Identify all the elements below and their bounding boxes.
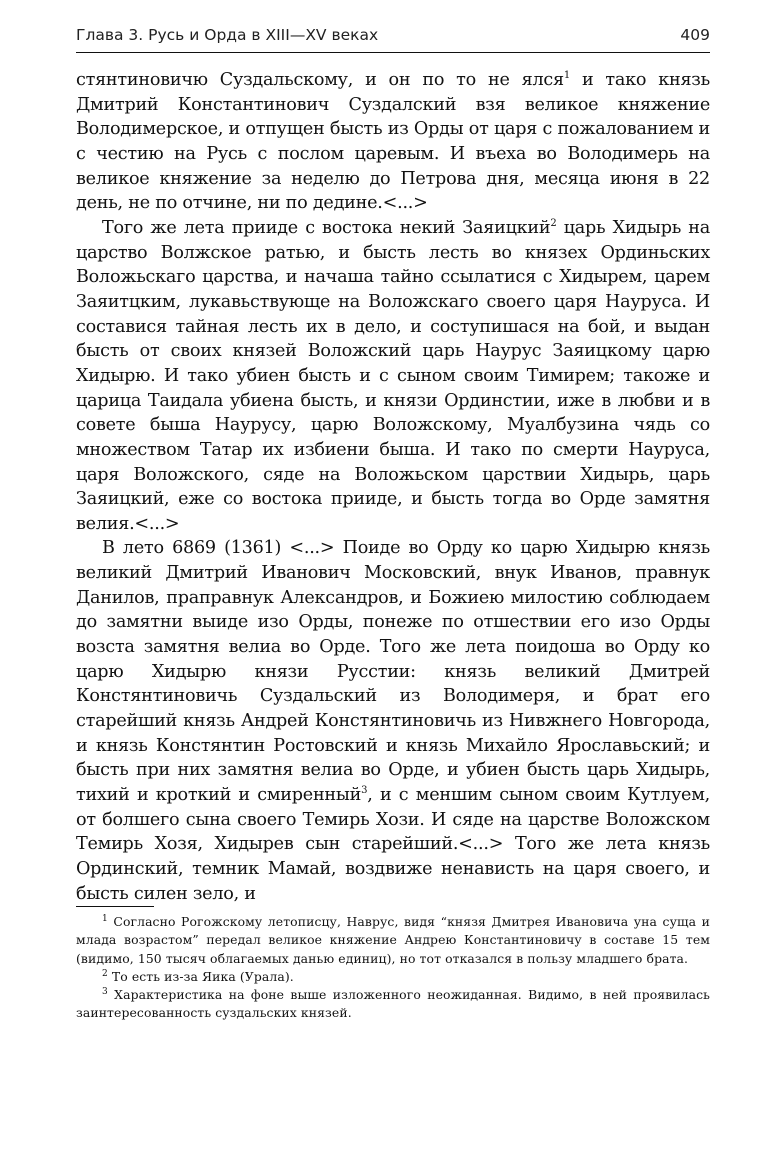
footnote-ref-3: 3 (361, 785, 368, 797)
paragraph-text: Того же лета прииде с востока некий Заяицкий (102, 217, 551, 238)
paragraph-2 (76, 216, 710, 537)
footnote-ref-2: 2 (550, 217, 557, 229)
footnote-mark: 2 (102, 968, 108, 979)
paragraph-1 (76, 68, 710, 216)
footnote-text: То есть из-за Яика (Урала). (107, 968, 294, 984)
paragraph-text: В лето 6869 (1361) <...> Поиде во Орду ко царю Хидырю князь великий Дмитрий Иванович Московский, внук Иванов, правнук Данилов, праправнук Александров, и Божиею милостию соблюдаем до замятни выиде изо Орды, понеже по отшествии его изо Орды возста замятня велиа во Орде. Того же лета поидоша во Орду ко царю Хидырю князи Русстии: князь великий Дмитрей Констянтиновичь Суздальский из Володимеря, и брат его старейший князь Андрей Констянтиновичь из Нивжнего Новгорода, и князь Констянтин Ростовский и князь Михайло Ярославьский; и бысть при них замятня велиа во Орде, и убиен бысть царь Хидырь, тихий и кроткий и смиренный (76, 538, 710, 806)
footnote-text: Согласно Рогожскому летописцу, Наврус, видя “князя Дмитрея Ивановича уна суща и млада возрастом” передал великое княжение Андрею Константиновичу в составе 15 тем (видимо, 150 тысяч облагаемых данью единиц), но тот отказался в пользу младшего брата. (76, 914, 710, 966)
footnote-1 (76, 913, 710, 968)
paragraph-text: и тако князь Дмитрий Константинович Суздалский взя великое княжение Володимерское, и отпущен бысть из Орды от царя с пожалованием и с честию на Русь с послом царевым. И въеха во Володимерь на великое княжение за неделю до Петрова дня, месяца июня в 22 день, не по отчине, ни по дедине.<...> (76, 70, 710, 214)
main-text (76, 68, 710, 906)
footnotes (76, 913, 710, 1023)
paragraph-text: , и с меншим сыном своим Кутлуем, от болшего сына своего Темирь Хози. И сяде на царстве Воложском Темирь Хозя, Хидырев сын старейший.<...> Того же лета князь Ординский, темник Мамай, воздвиже ненависть на царя своего, и бысть силен зело, и (76, 785, 710, 904)
running-header (76, 24, 710, 53)
chapter-title: Глава 3. Русь и Орда в XIII—XV веках (76, 26, 379, 44)
page-number: 409 (680, 26, 710, 44)
footnote-3 (76, 986, 710, 1023)
footnote-2 (76, 968, 710, 986)
footnote-text: Характеристика на фоне выше изложенного неожиданная. Видимо, в ней проявилась заинтересованность суздальских князей. (76, 987, 710, 1021)
paragraph-3 (76, 536, 710, 906)
footnote-separator (76, 906, 154, 907)
paragraph-text: царь Хидырь на царство Волжское ратью, и бысть лесть во князех Ординьских Воложьскаго царства, и начаша тайно ссылатися с Хидырем, царем Заяитцким, лукавьствующе на Воложскаго своего царя Науруса. И составися тайная лесть их в дело, и соступишася на бой, и выдан бысть от своих князей Воложский царь Наурус Заяицкому царю Хидырю. И тако убиен бысть и с сыном своим Тимирем; такоже и царица Таидала убиена бысть, и князи Ординстии, иже в любви и в совете быша Наурусу, царю Воложскому, Муалбузина чядь со множеством Татар их избиени быша. И тако по смерти Науруса, царя Воложского, сяде на Воложьском царствии Хидырь, царь Заяицкий, еже со востока прииде, и бысть тогда во Орде замятня велия.<...> (76, 217, 710, 534)
footnote-mark: 1 (102, 914, 108, 924)
paragraph-text: стянтиновичю Суздальскому, и он по то не ялся (76, 70, 564, 90)
footnote-mark: 3 (102, 987, 108, 998)
footnote-ref-1: 1 (563, 70, 570, 81)
